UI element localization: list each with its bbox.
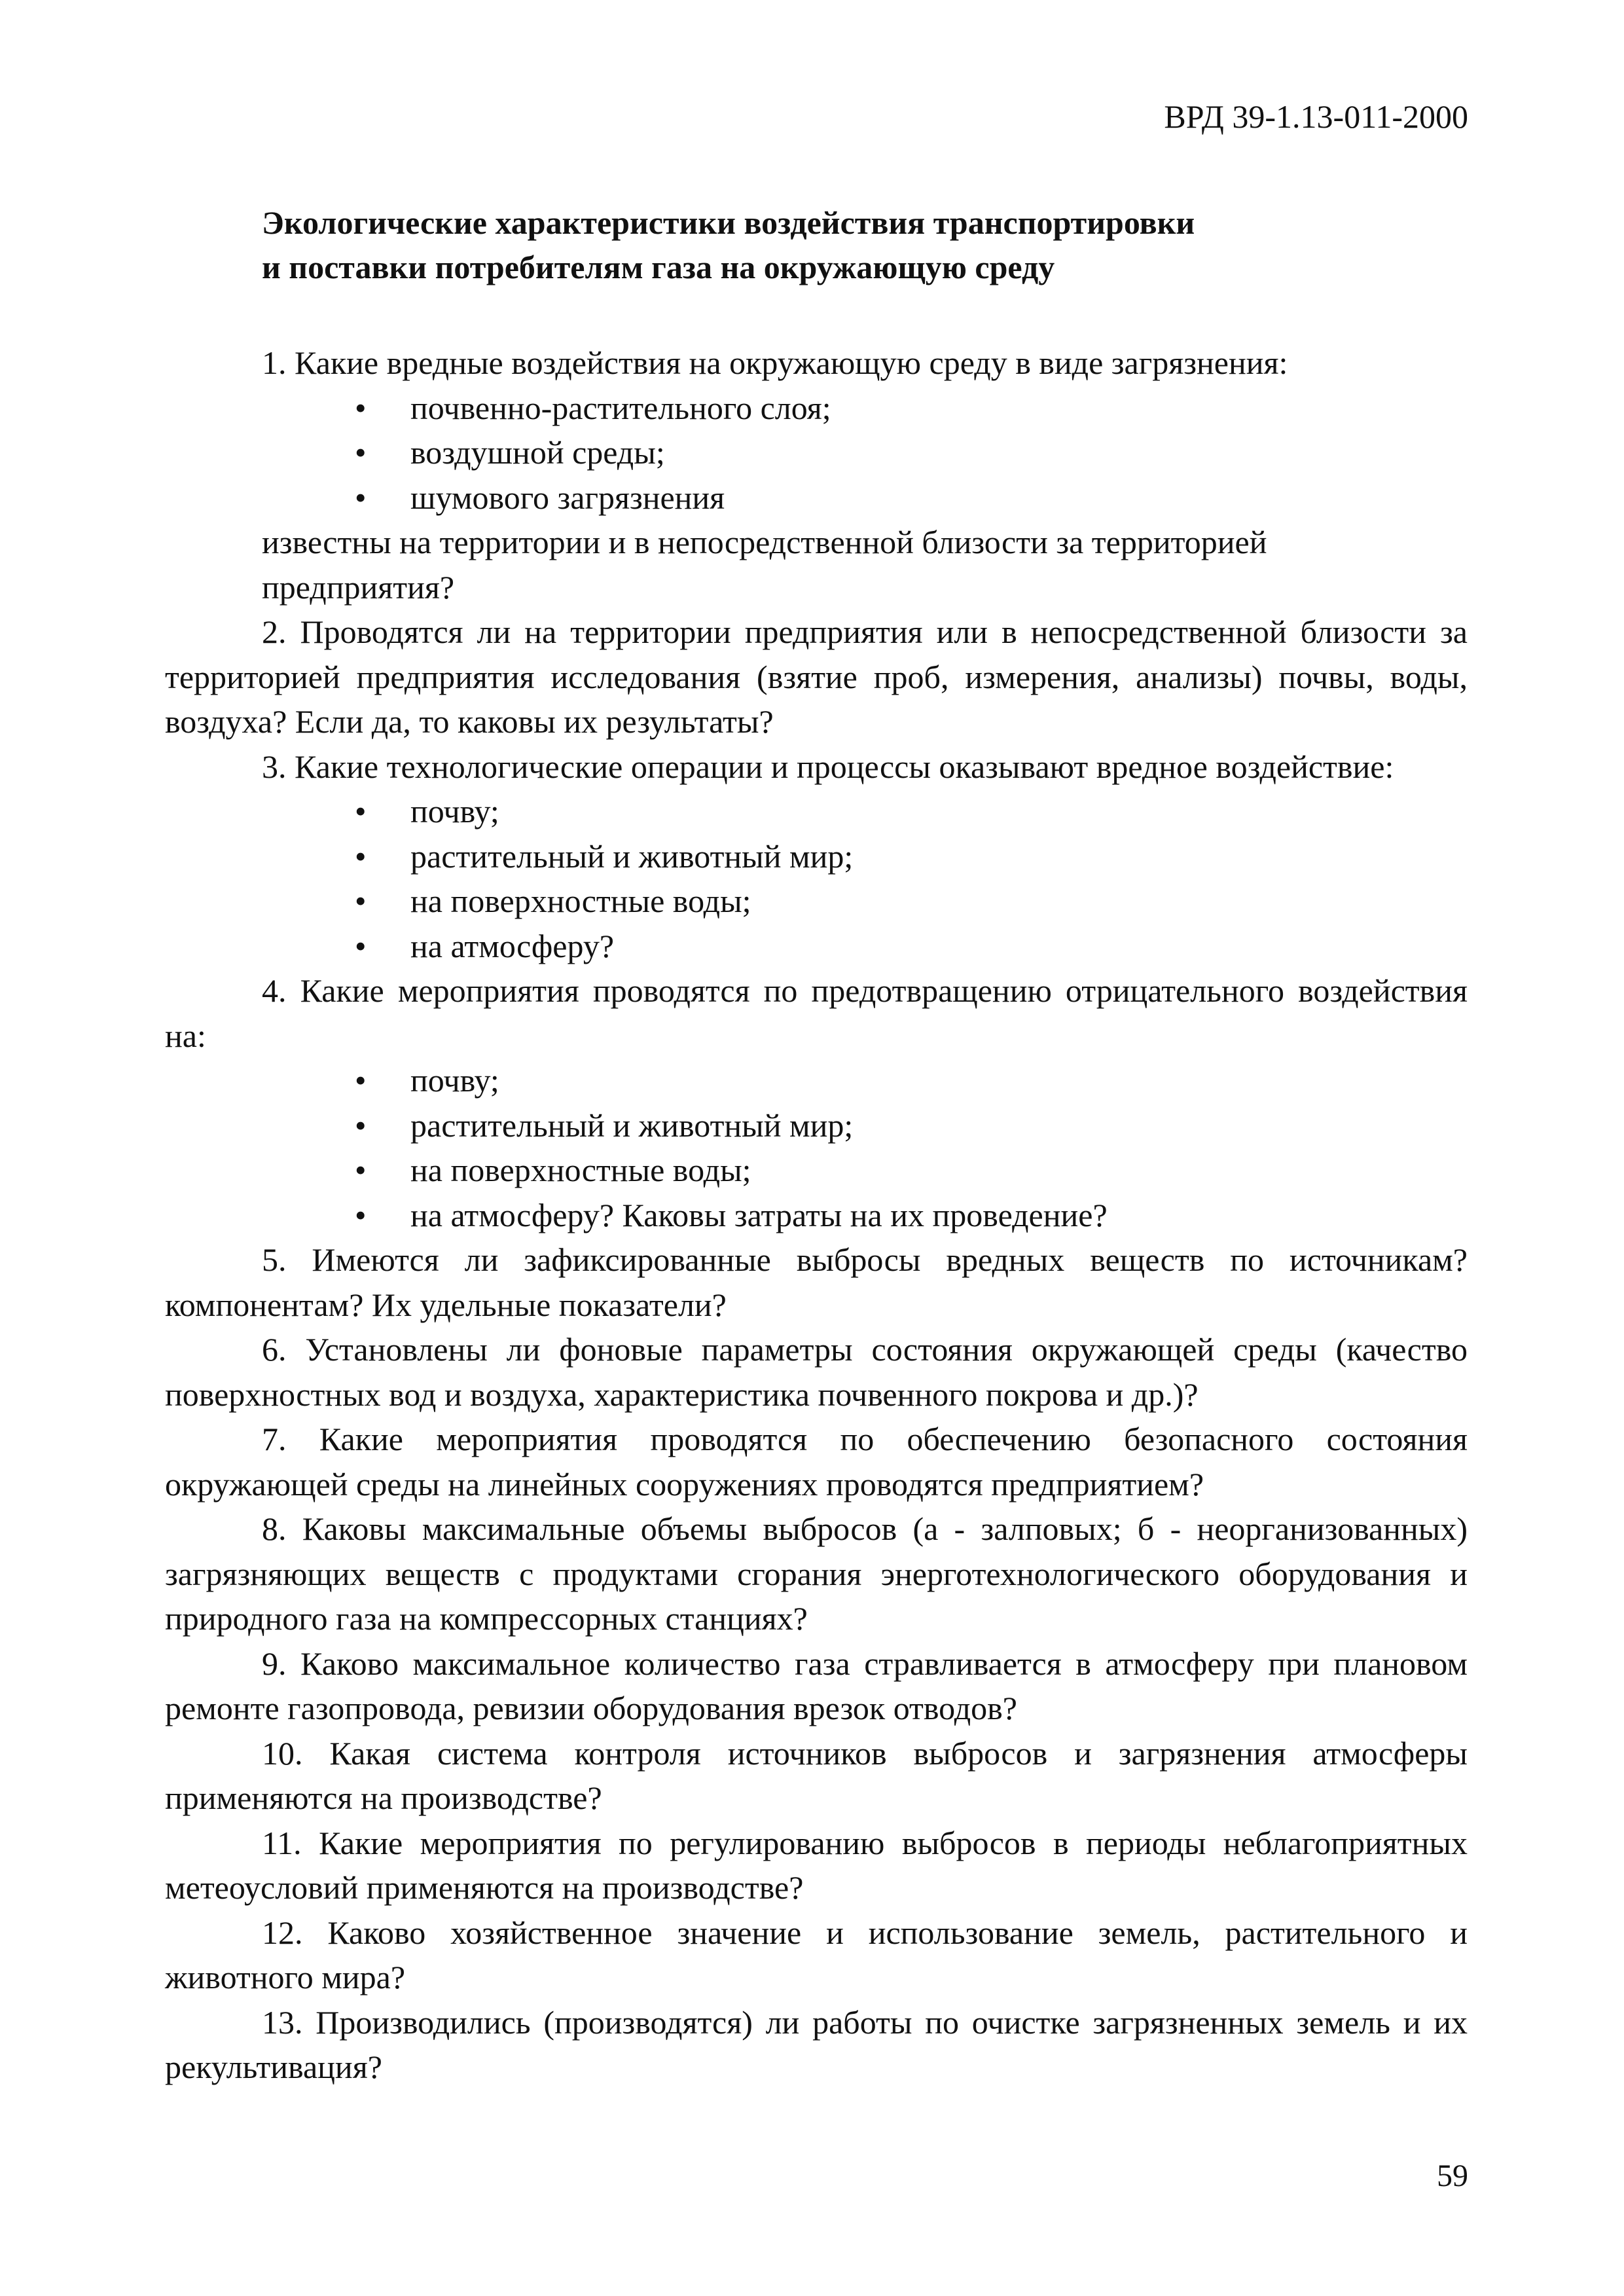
bullet-icon: • bbox=[355, 793, 367, 829]
bullet-item: • на атмосферу? bbox=[165, 924, 1468, 969]
bullet-icon: • bbox=[355, 1062, 367, 1099]
bullet-icon: • bbox=[355, 1106, 367, 1144]
bullet-icon: • bbox=[355, 883, 367, 919]
bullet-icon: • bbox=[355, 1196, 367, 1233]
question-2: 2. Проводятся ли на территории предприятия или в непосредственной близости за территорией предприятия исследования (взятие проб, измерения, анализы) почвы, воды, воздуха? Если да, то каковы их результаты? bbox=[165, 613, 1468, 740]
question-5: 5. Имеются ли зафиксированные выбросы вредных веществ по источникам? компонентам? Их удельные показатели? bbox=[165, 1241, 1468, 1323]
question-1: 1. Какие вредные воздействия на окружающую среду в виде загрязнения: bbox=[262, 344, 1288, 381]
question-4-bullets bbox=[165, 1058, 1468, 1237]
bullet-item: • почву; bbox=[165, 789, 1468, 834]
bullet-icon: • bbox=[355, 389, 367, 426]
question-12: 12. Каково хозяйственное значение и использование земель, растительного и животного мира? bbox=[165, 1914, 1468, 1995]
question-10: 10. Какая система контроля источников выбросов и загрязнения атмосферы применяются на производстве? bbox=[165, 1734, 1468, 1816]
section-title-line-2: и поставки потребителям газа на окружающую среду bbox=[262, 249, 1055, 285]
bullet-item: • на поверхностные воды; bbox=[165, 1148, 1468, 1193]
question-3-bullets bbox=[165, 789, 1468, 968]
question-4: 4. Какие мероприятия проводятся по предотвращению отрицательного воздействия на: bbox=[165, 972, 1468, 1054]
bullet-icon: • bbox=[355, 479, 367, 516]
section-title-line-1: Экологические характеристики воздействия транспортировки bbox=[262, 204, 1195, 241]
question-1-tail: известны на территории и в непосредственной близости за территорией предприятия? bbox=[262, 524, 1267, 606]
section-title bbox=[262, 200, 1195, 289]
bullet-icon: • bbox=[355, 1152, 367, 1188]
bullet-item: • воздушной среды; bbox=[165, 430, 1468, 475]
questionnaire-body bbox=[165, 340, 1468, 2090]
bullet-item: • растительный и животный мир; bbox=[165, 834, 1468, 879]
bullet-item: • растительный и животный мир; bbox=[165, 1103, 1468, 1148]
question-6: 6. Установлены ли фоновые параметры состояния окружающей среды (качество поверхностных вод и воздуха, характеристика почвенного покрова и др.)? bbox=[165, 1331, 1468, 1413]
bullet-item: • почву; bbox=[165, 1058, 1468, 1103]
bullet-item: • на атмосферу? Каковы затраты на их проведение? bbox=[165, 1193, 1468, 1238]
document-code: ВРД 39-1.13-011-2000 bbox=[1164, 98, 1468, 135]
question-7: 7. Какие мероприятия проводятся по обеспечению безопасного состояния окружающей среды на линейных сооружениях проводятся предприятием? bbox=[165, 1421, 1468, 1503]
bullet-item: • шумового загрязнения bbox=[165, 475, 1468, 520]
page-number: 59 bbox=[1437, 2159, 1468, 2193]
question-8: 8. Каковы максимальные объемы выбросов (а - залповых; б - неорганизованных) загрязняющих веществ с продуктами сгорания энерготехнологического оборудования и природного газа на компрессорных станциях? bbox=[165, 1510, 1468, 1637]
bullet-icon: • bbox=[355, 837, 367, 875]
question-1-bullets bbox=[165, 386, 1468, 520]
question-3: 3. Какие технологические операции и процессы оказывают вредное воздействие: bbox=[262, 748, 1394, 785]
bullet-item: • на поверхностные воды; bbox=[165, 879, 1468, 924]
bullet-icon: • bbox=[355, 434, 367, 471]
question-13: 13. Производились (производятся) ли работы по очистке загрязненных земель и их рекультивация? bbox=[165, 2003, 1468, 2085]
bullet-icon: • bbox=[355, 927, 367, 964]
question-11: 11. Какие мероприятия по регулированию выбросов в периоды неблагоприятных метеоусловий применяются на производстве? bbox=[165, 1824, 1468, 1906]
question-9: 9. Каково максимальное количество газа стравливается в атмосферу при плановом ремонте газопровода, ревизии оборудования врезок отводов? bbox=[165, 1645, 1468, 1726]
bullet-item: • почвенно-растительного слоя; bbox=[165, 386, 1468, 431]
